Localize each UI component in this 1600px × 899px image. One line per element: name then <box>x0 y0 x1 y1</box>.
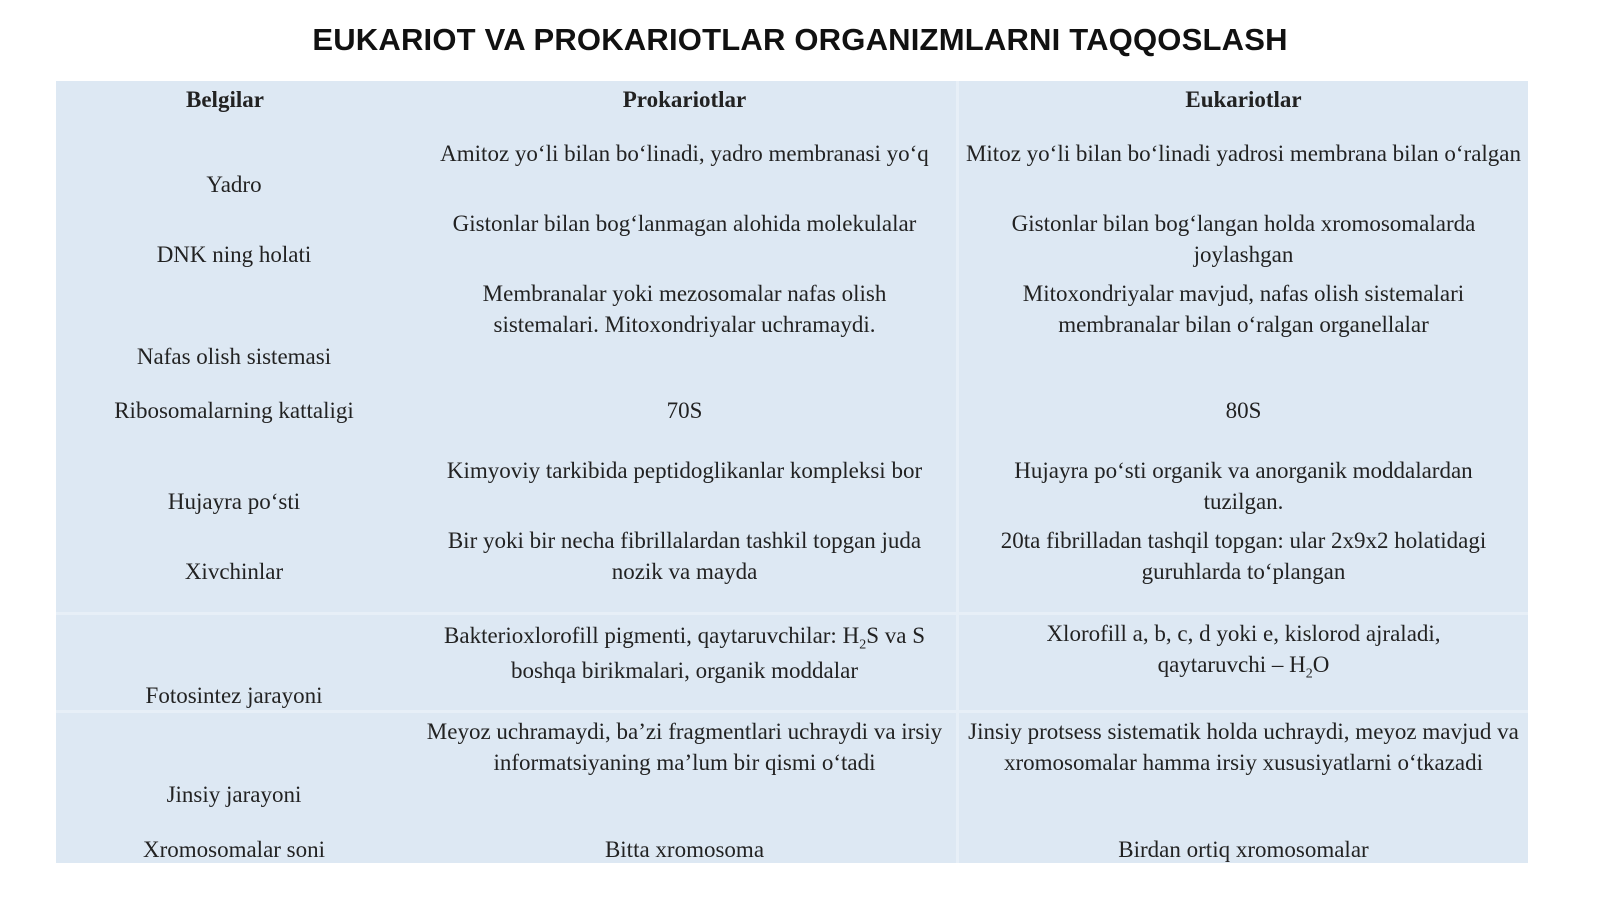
row-feature-hujayra: Hujayra po‘sti <box>167 489 301 514</box>
text-segment: Bakterioxlorofill pigmenti, qaytaruvchilar: H <box>444 623 860 648</box>
text-segment: S va S boshqa birikmalari, organik moddalar <box>510 623 925 683</box>
row-prokaryote-fotosintez <box>412 618 957 688</box>
row-prokaryote-ribosoma: 70S <box>666 398 703 423</box>
row-eukaryote-xromosomalar: Birdan ortiq xromosomalar <box>1118 837 1369 862</box>
row-prokaryote-hujayra: Kimyoviy tarkibida peptidoglikanlar kompleksi bor <box>446 458 923 483</box>
row-eukaryote-nafas: Mitoxondriyalar mavjud, nafas olish sistemalari membranalar bilan o‘ralgan organellalar <box>1022 281 1465 337</box>
row-prokaryote-xromosomalar: Bitta xromosoma <box>604 837 765 862</box>
subscript: 2 <box>859 637 867 653</box>
row-eukaryote-fotosintez <box>959 618 1528 680</box>
text-segment: Xlorofill a, b, c, d yoki e, kislorod ajraladi, qaytaruvchi – H <box>1046 621 1441 677</box>
header-prokariotlar: Prokariotlar <box>622 87 747 112</box>
page-title: EUKARIOT VA PROKARIOTLAR ORGANIZMLARNI TAQQOSLASH <box>312 22 1288 57</box>
row-prokaryote-xivchinlar: Bir yoki bir necha fibrillalardan tashkil topgan juda nozik va mayda <box>447 528 922 584</box>
row-eukaryote-jinsiy: Jinsiy protsess sistematik holda uchraydi, meyoz mavjud va xromosomalar hamma irsiy xususiyatlarni o‘tkazadi <box>968 719 1519 775</box>
row-eukaryote-yadro: Mitoz yo‘li bilan bo‘linadi yadrosi membrana bilan o‘ralgan <box>965 141 1522 166</box>
row-feature-nafas: Nafas olish sistemasi <box>136 344 332 369</box>
row-prokaryote-nafas: Membranalar yoki mezosomalar nafas olish sistemalari. Mitoxondriyalar uchramaydi. <box>482 281 887 337</box>
row-prokaryote-jinsiy: Meyoz uchramaydi, ba’zi fragmentlari uchraydi va irsiy informatsiyaning ma’lum bir qismi o‘tadi <box>426 719 943 775</box>
row-feature-fotosintez: Fotosintez jarayoni <box>145 683 323 708</box>
subscript: 2 <box>1305 666 1313 682</box>
row-eukaryote-dnk: Gistonlar bilan bog‘langan holda xromosomalarda joylashgan <box>1011 211 1476 267</box>
text-segment: O <box>1312 652 1330 677</box>
comparison-table <box>56 81 1528 863</box>
row-feature-dnk: DNK ning holati <box>156 242 312 267</box>
row-prokaryote-yadro: Amitoz yo‘li bilan bo‘linadi, yadro membranasi yo‘q <box>440 141 929 166</box>
row-feature-jinsiy: Jinsiy jarayoni <box>166 782 302 807</box>
row-prokaryote-dnk: Gistonlar bilan bog‘lanmagan alohida molekulalar <box>452 211 917 236</box>
row-eukaryote-hujayra: Hujayra po‘sti organik va anorganik moddalardan tuzilgan. <box>1014 458 1473 514</box>
row-feature-ribosoma: Ribosomalarning kattaligi <box>114 398 354 423</box>
row-feature-yadro: Yadro <box>206 172 262 197</box>
row-eukaryote-ribosoma: 80S <box>1225 398 1262 423</box>
row-divider <box>56 612 1528 615</box>
row-feature-xivchinlar: Xivchinlar <box>184 559 284 584</box>
header-eukariotlar: Eukariotlar <box>1185 87 1302 112</box>
header-belgilar: Belgilar <box>186 87 264 112</box>
row-eukaryote-xivchinlar: 20ta fibrilladan tashqil topgan: ular 2x9x2 holatidagi guruhlarda to‘plangan <box>1000 528 1487 584</box>
row-feature-xromosomalar: Xromosomalar soni <box>142 837 326 862</box>
